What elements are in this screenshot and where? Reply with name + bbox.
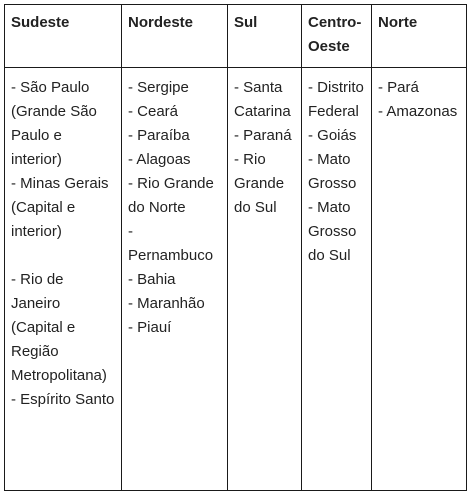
list-item: - Minas Gerais (Capital e interior) [11,175,109,240]
list-item: - Sergipe [128,79,189,96]
header-centro-oeste: Centro-Oeste [302,5,372,68]
list-item: - Goiás [308,127,357,144]
list-item: - Amazonas [378,103,458,120]
list-item: - Paraná [234,127,292,144]
list-item: - Maranhão [128,295,205,312]
list-item: - Pernambuco [128,223,214,264]
list-item: - Piauí [128,319,172,336]
cell-sul [228,68,302,491]
list-item: - Santa Catarina [234,79,291,120]
list-item: - Rio de Janeiro (Capital e Região Metropolitana) [11,271,107,384]
table-row [5,68,467,491]
cell-centro-oeste [302,68,372,491]
cell-norte [372,68,467,491]
list-item: - Paraíba [128,127,190,144]
list-item: - São Paulo (Grande São Paulo e interior) [11,79,97,168]
cell-nordeste [122,68,228,491]
header-norte: Norte [372,5,467,68]
header-sudeste: Sudeste [5,5,122,68]
list-item: - Espírito Santo [11,391,115,408]
spacer [11,244,115,268]
list-item: - Rio Grande do Norte [128,175,214,216]
list-item: - Pará [378,79,419,96]
list-item: - Ceará [128,103,179,120]
list-item: - Rio Grande do Sul [234,151,285,216]
list-item: - Bahia [128,271,176,288]
list-item: - Alagoas [128,151,191,168]
header-sul: Sul [228,5,302,68]
header-nordeste: Nordeste [122,5,228,68]
table-header-row [5,5,467,68]
list-item: - Mato Grosso [308,151,357,192]
list-item: - Distrito Federal [308,79,364,120]
regions-table [4,4,467,491]
cell-sudeste [5,68,122,491]
list-item: - Mato Grosso do Sul [308,199,357,264]
